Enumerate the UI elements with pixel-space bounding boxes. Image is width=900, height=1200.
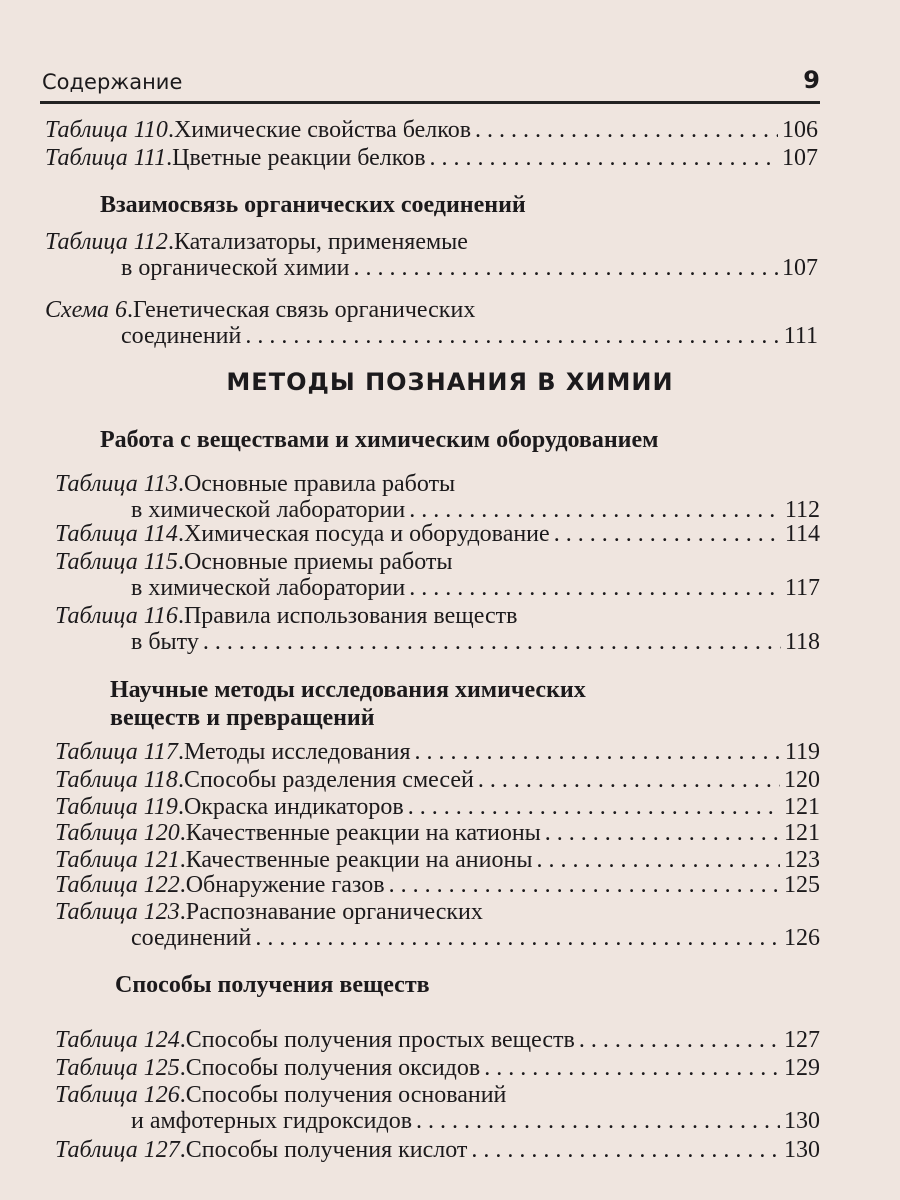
dot-leader	[203, 628, 781, 656]
entry-page: 119	[784, 739, 820, 765]
entry-page: 130	[784, 1108, 820, 1134]
separator: .	[127, 297, 134, 323]
entry-page: 118	[784, 629, 820, 655]
toc-entry-continuation	[55, 1107, 820, 1135]
entry-title: Правила использования веществ	[183, 603, 518, 629]
toc-entry	[55, 1081, 820, 1109]
toc-entry	[45, 228, 818, 256]
entry-page: 125	[784, 872, 820, 898]
section-heading: Работа с веществами и химическим оборудованием	[100, 427, 659, 453]
entry-label: Таблица 116	[55, 603, 178, 629]
entry-title-continuation: в быту	[131, 629, 199, 655]
toc-entry-continuation	[55, 574, 820, 602]
entry-page: 107	[782, 145, 818, 171]
separator: .	[179, 899, 186, 925]
entry-title: Основные приемы работы	[183, 549, 453, 575]
separator: .	[177, 739, 184, 765]
entry-title-continuation: соединений	[121, 323, 242, 349]
entry-page: 121	[784, 794, 820, 820]
running-header: Содержание	[42, 70, 183, 94]
separator: .	[179, 1137, 186, 1163]
entry-label: Таблица 126	[55, 1082, 180, 1108]
separator: .	[166, 145, 173, 171]
dot-leader	[415, 738, 781, 766]
toc-entry	[45, 144, 818, 172]
entry-label: Таблица 125	[55, 1055, 180, 1081]
toc-entry-continuation	[55, 628, 820, 656]
section-heading: Способы получения веществ	[115, 972, 430, 998]
toc-entry	[45, 116, 818, 144]
entry-title: Качественные реакции на анионы	[185, 847, 533, 873]
separator: .	[177, 603, 184, 629]
dot-leader	[430, 144, 778, 172]
separator: .	[179, 847, 186, 873]
toc-entry	[55, 548, 820, 576]
dot-leader	[475, 116, 778, 144]
entry-title-continuation: и амфотерных гидроксидов	[131, 1108, 413, 1134]
entry-title: Способы получения оснований	[185, 1082, 507, 1108]
entry-title-continuation: в химической лаборатории	[131, 497, 406, 523]
toc-entry	[55, 738, 820, 766]
section-heading: Взаимосвязь органических соединений	[100, 192, 526, 218]
entry-label: Таблица 121	[55, 847, 180, 873]
dot-leader	[245, 322, 779, 350]
entry-title: Генетическая связь органических	[133, 297, 476, 323]
toc-entry	[55, 1136, 820, 1164]
toc-entry	[45, 296, 818, 324]
page-number: 9	[803, 66, 820, 94]
toc-entry	[55, 602, 820, 630]
entry-title-continuation: в химической лаборатории	[131, 575, 406, 601]
entry-label: Таблица 112	[45, 229, 168, 255]
entry-label: Таблица 119	[55, 794, 178, 820]
entry-title: Катализаторы, применяемые	[173, 229, 468, 255]
separator: .	[177, 549, 184, 575]
dot-leader	[579, 1026, 780, 1054]
separator: .	[177, 794, 184, 820]
separator: .	[179, 1082, 186, 1108]
entry-title: Цветные реакции белков	[172, 145, 426, 171]
entry-title: Распознавание органических	[185, 899, 483, 925]
entry-page: 126	[784, 925, 820, 951]
entry-title: Окраска индикаторов	[183, 794, 404, 820]
toc-entry-continuation	[45, 254, 818, 282]
toc-entry	[55, 766, 820, 794]
entry-label: Таблица 124	[55, 1027, 180, 1053]
separator: .	[177, 471, 184, 497]
dot-leader	[536, 846, 780, 874]
toc-entry	[55, 1054, 820, 1082]
dot-leader	[416, 1107, 780, 1135]
dot-leader	[471, 1136, 780, 1164]
section-heading: веществ и превращений	[110, 705, 375, 731]
entry-page: 117	[784, 575, 820, 601]
toc-entry	[55, 846, 820, 874]
entry-title: Методы исследования	[183, 739, 411, 765]
entry-label: Таблица 111	[45, 145, 167, 171]
entry-title: Обнаружение газов	[185, 872, 385, 898]
dot-leader	[408, 793, 780, 821]
entry-title: Качественные реакции на катионы	[185, 820, 541, 846]
entry-page: 114	[784, 521, 820, 547]
toc-entry-continuation	[45, 322, 818, 350]
dot-leader	[255, 924, 780, 952]
dot-leader	[484, 1054, 780, 1082]
separator: .	[179, 820, 186, 846]
entry-label: Таблица 117	[55, 739, 178, 765]
entry-title: Способы разделения смесей	[183, 767, 474, 793]
dot-leader	[409, 574, 781, 602]
entry-page: 111	[783, 323, 818, 349]
dot-leader	[554, 520, 781, 548]
entry-title: Основные правила работы	[183, 471, 456, 497]
entry-label: Таблица 113	[55, 471, 178, 497]
entry-title: Способы получения оксидов	[185, 1055, 481, 1081]
toc-entry	[55, 898, 820, 926]
entry-page: 106	[782, 117, 818, 143]
entry-page: 123	[784, 847, 820, 873]
toc-entry	[55, 1026, 820, 1054]
entry-label: Таблица 122	[55, 872, 180, 898]
entry-label: Таблица 127	[55, 1137, 180, 1163]
entry-page: 121	[784, 820, 820, 846]
dot-leader	[354, 254, 779, 282]
toc-entry	[55, 793, 820, 821]
entry-page: 127	[784, 1027, 820, 1053]
toc-entry	[55, 520, 820, 548]
toc-entry-continuation	[55, 924, 820, 952]
section-heading: Научные методы исследования химических	[110, 677, 586, 703]
separator: .	[177, 767, 184, 793]
toc-entry	[55, 470, 820, 498]
separator: .	[179, 872, 186, 898]
entry-label: Таблица 115	[55, 549, 178, 575]
dot-leader	[389, 871, 780, 899]
entry-title-continuation: соединений	[131, 925, 252, 951]
entry-label: Таблица 110	[45, 117, 168, 143]
separator: .	[177, 521, 184, 547]
entry-title: Способы получения кислот	[185, 1137, 468, 1163]
entry-title: Способы получения простых веществ	[185, 1027, 575, 1053]
dot-leader	[478, 766, 780, 794]
entry-page: 107	[782, 255, 818, 281]
entry-label: Схема 6	[45, 297, 128, 323]
entry-label: Таблица 118	[55, 767, 178, 793]
toc-entry	[55, 819, 820, 847]
entry-label: Таблица 120	[55, 820, 180, 846]
separator: .	[179, 1027, 186, 1053]
entry-title-continuation: в органической химии	[121, 255, 350, 281]
dot-leader	[545, 819, 780, 847]
separator: .	[167, 117, 174, 143]
toc-entry	[55, 871, 820, 899]
chapter-heading: МЕТОДЫ ПОЗНАНИЯ В ХИМИИ	[226, 368, 674, 396]
entry-label: Таблица 114	[55, 521, 178, 547]
entry-page: 120	[784, 767, 820, 793]
separator: .	[167, 229, 174, 255]
entry-page: 130	[784, 1137, 820, 1163]
entry-title: Химическая посуда и оборудование	[183, 521, 550, 547]
entry-page: 112	[784, 497, 820, 523]
entry-page: 129	[784, 1055, 820, 1081]
header-rule	[40, 101, 820, 104]
entry-title: Химические свойства белков	[173, 117, 472, 143]
entry-label: Таблица 123	[55, 899, 180, 925]
separator: .	[179, 1055, 186, 1081]
